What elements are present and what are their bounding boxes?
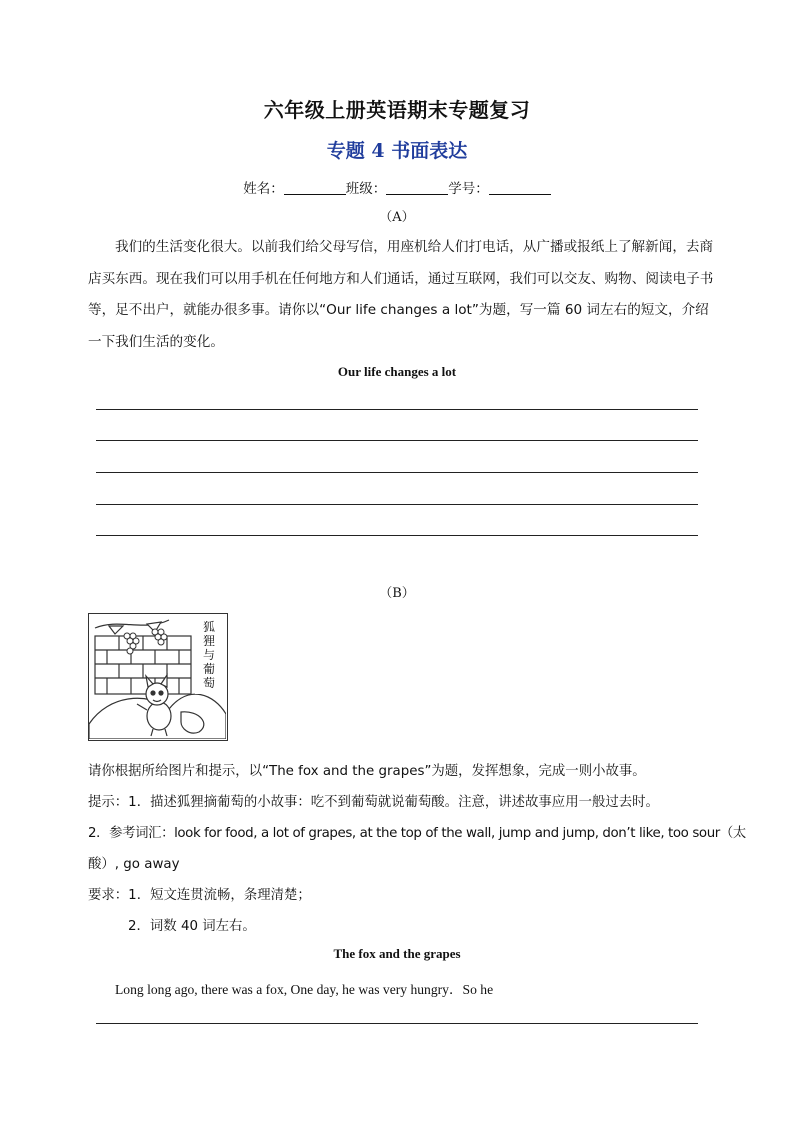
name-blank[interactable] (284, 181, 346, 195)
writing-line[interactable] (96, 1023, 698, 1024)
story-start-text: Long long ago, there was a fox, One day, he was very hungry．So he (115, 982, 494, 997)
section-b-label: （B） (379, 586, 415, 601)
writing-line[interactable] (96, 535, 698, 536)
page-title: 六年级上册英语期末专题复习 (263, 98, 531, 122)
section-a-prompt: 我们的生活变化很大。以前我们给父母写信，用座机给人们打电话，从广播或报纸上了解新闻，去商店买东西。现在我们可以用手机在任何地方和人们通话，通过互联网，我们可以交友、购物、阅读电子书等，足不出户，就能办很多事。请你以“Our life changes a lot”为题，写一篇 60 词左右的短文，介绍一下我们生活的变化。 (88, 239, 714, 350)
section-a-label: （A） (379, 210, 415, 225)
section-a-essay-title: Our life changes a lot (337, 364, 457, 379)
section-b-essay-title: The fox and the grapes (333, 946, 461, 961)
number-label: 学号： (448, 181, 489, 197)
name-label: 姓名： (243, 181, 284, 197)
page-subtitle: 专题 4 书面表达 (326, 140, 468, 162)
writing-line[interactable] (96, 504, 698, 505)
writing-line[interactable] (96, 440, 698, 441)
section-b-hint-2: 2．参考词汇：look for food, a lot of grapes, at the top of the wall, jump and jump, don’t like, too sour（太 (88, 826, 746, 841)
number-blank[interactable] (489, 181, 551, 195)
writing-line[interactable] (96, 409, 698, 410)
writing-line[interactable] (96, 472, 698, 473)
section-b-instruction: 请你根据所给图片和提示，以“The fox and the grapes”为题，发挥想象，完成一则小故事。 (88, 764, 646, 779)
section-b-hint-2-cont: 酸）, go away (88, 857, 180, 872)
section-b-hint-1: 提示：1．描述狐狸摘葡萄的小故事：吃不到葡萄就说葡萄酸。注意，讲述故事应用一般过去时。 (88, 795, 659, 810)
class-label: 班级： (345, 181, 387, 197)
class-blank[interactable] (386, 181, 448, 195)
picture-caption: 狐狸与葡萄 (202, 620, 215, 690)
student-info-row (0, 177, 794, 197)
fox-grapes-illustration (88, 613, 228, 741)
section-b-requirement-1: 要求：1．短文连贯流畅，条理清楚； (88, 888, 311, 903)
section-b-requirement-2: 2．词数 40 词左右。 (128, 919, 256, 934)
